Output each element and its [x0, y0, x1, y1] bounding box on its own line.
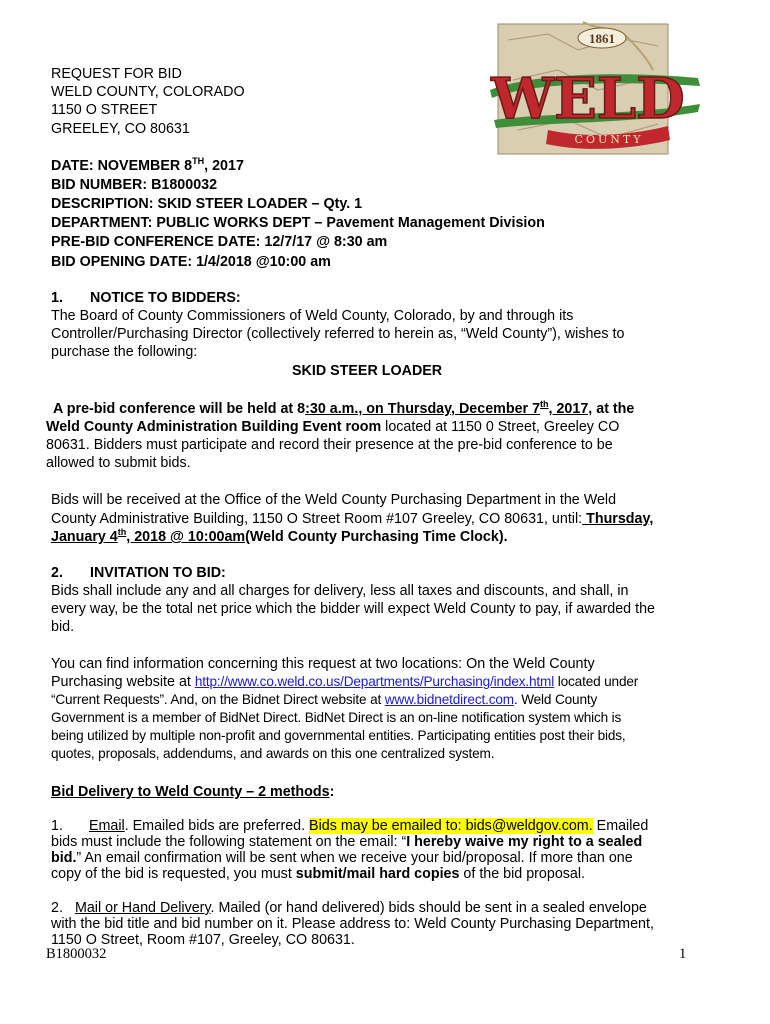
section2-paragraph2-line5: being utilized by multiple non-profit and governmental entities. Participating entities post their bids, — [51, 728, 626, 743]
section1-paragraph1-line1: The Board of County Commissioners of Weld County, Colorado, by and through its — [51, 308, 574, 324]
prebid-notice-line1: A pre-bid conference will be held at 8:30 a.m., on Thursday, December 7th, 2017, at the — [53, 399, 635, 417]
prebid-conference-date: PRE-BID CONFERENCE DATE: 12/7/17 @ 8:30 am — [51, 234, 388, 250]
delivery-method1-line1: 1. Email. Emailed bids are preferred. Bids may be emailed to: bids@weldgov.com. Emailed — [51, 818, 649, 834]
header-street: 1150 O STREET — [51, 102, 158, 118]
section2-paragraph2-line2: Purchasing website at http://www.co.weld.co.us/Departments/Purchasing/index.html located under — [51, 674, 639, 690]
bid-date: DATE: NOVEMBER 8TH, 2017 — [51, 156, 244, 174]
purchasing-website-link[interactable]: http://www.co.weld.co.us/Departments/Purchasing/index.html — [194, 674, 555, 689]
section2-paragraph1-line3: bid. — [51, 619, 75, 635]
bids-received-line3: January 4th, 2018 @ 10:00am(Weld County Purchasing Time Clock). — [51, 527, 508, 545]
delivery-heading: Bid Delivery to Weld County – 2 methods: — [51, 784, 335, 800]
delivery-method1-line3: bid.” An email confirmation will be sent when we receive your bid/proposal. If more than one — [51, 850, 633, 866]
header-county: WELD COUNTY, COLORADO — [51, 84, 245, 100]
section2-number: 2. — [51, 565, 63, 581]
section2-paragraph1-line1: Bids shall include any and all charges for delivery, less all taxes and discounts, and shall, in — [51, 583, 629, 599]
bid-description: DESCRIPTION: SKID STEER LOADER – Qty. 1 — [51, 196, 363, 212]
section2-paragraph2-line6: quotes, proposals, addendums, and awards on this one centralized system. — [51, 746, 495, 761]
footer-page-number: 1 — [679, 946, 687, 962]
section2-heading: INVITATION TO BID: — [90, 565, 226, 581]
section1-number: 1. — [51, 290, 63, 306]
prebid-notice-line4: allowed to submit bids. — [46, 455, 191, 471]
bid-opening-date: BID OPENING DATE: 1/4/2018 @10:00 am — [51, 254, 331, 270]
section1-paragraph1-line2: Controller/Purchasing Director (collectively referred to herein as, “Weld County”), wishes to — [51, 326, 625, 342]
section2-paragraph2-line4: Government is a member of BidNet Direct. BidNet Direct is an on-line notification system which is — [51, 710, 622, 725]
delivery-method1-line4: copy of the bid is requested, you must submit/mail hard copies of the bid proposal. — [51, 866, 586, 882]
section2-paragraph2-line1: You can find information concerning this request at two locations: On the Weld County — [51, 656, 595, 672]
delivery-method2-line3: 1150 O Street, Room #107, Greeley, CO 80631. — [51, 932, 355, 948]
header-title: REQUEST FOR BID — [51, 66, 182, 82]
prebid-notice-line2: Weld County Administration Building Event room located at 1150 0 Street, Greeley CO — [46, 419, 620, 435]
logo-weld-text: WELD — [491, 66, 685, 132]
bids-received-line1: Bids will be received at the Office of the Weld County Purchasing Department in the Weld — [51, 492, 617, 508]
weld-county-logo — [488, 20, 702, 160]
delivery-method2-line2: with the bid title and bid number on it. Please address to: Weld County Purchasing Department, — [51, 916, 654, 932]
bid-number: BID NUMBER: B1800032 — [51, 177, 218, 193]
section1-heading: NOTICE TO BIDDERS: — [90, 290, 241, 306]
logo-year: 1861 — [589, 31, 615, 46]
bids-received-line2: County Administrative Building, 1150 O Street Room #107 Greeley, CO 80631, until: Thursday, — [51, 511, 654, 527]
prebid-notice-line3: 80631. Bidders must participate and record their presence at the pre-bid conference to be — [46, 437, 613, 453]
section2-paragraph1-line2: every way, be the total net price which the bidder will expect Weld County to pay, if awarded the — [51, 601, 655, 617]
bidnet-website-link[interactable]: www.bidnetdirect.com — [384, 692, 514, 707]
bid-department: DEPARTMENT: PUBLIC WORKS DEPT – Pavement Management Division — [51, 215, 545, 231]
delivery-method1-line2: bids must include the following statement on the email: “I hereby waive my right to a sealed — [51, 834, 643, 850]
item-title: SKID STEER LOADER — [292, 363, 443, 379]
header-city: GREELEY, CO 80631 — [51, 121, 190, 137]
section1-paragraph1-line3: purchase the following: — [51, 344, 198, 360]
footer-document-id: B1800032 — [46, 946, 107, 962]
delivery-method2-line1: 2. Mail or Hand Delivery. Mailed (or hand delivered) bids should be sent in a sealed envelope — [51, 900, 647, 916]
section2-paragraph2-line3: “Current Requests”. And, on the Bidnet Direct website at www.bidnetdirect.com. Weld County — [51, 692, 598, 707]
logo-county-text: COUNTY — [574, 133, 644, 146]
